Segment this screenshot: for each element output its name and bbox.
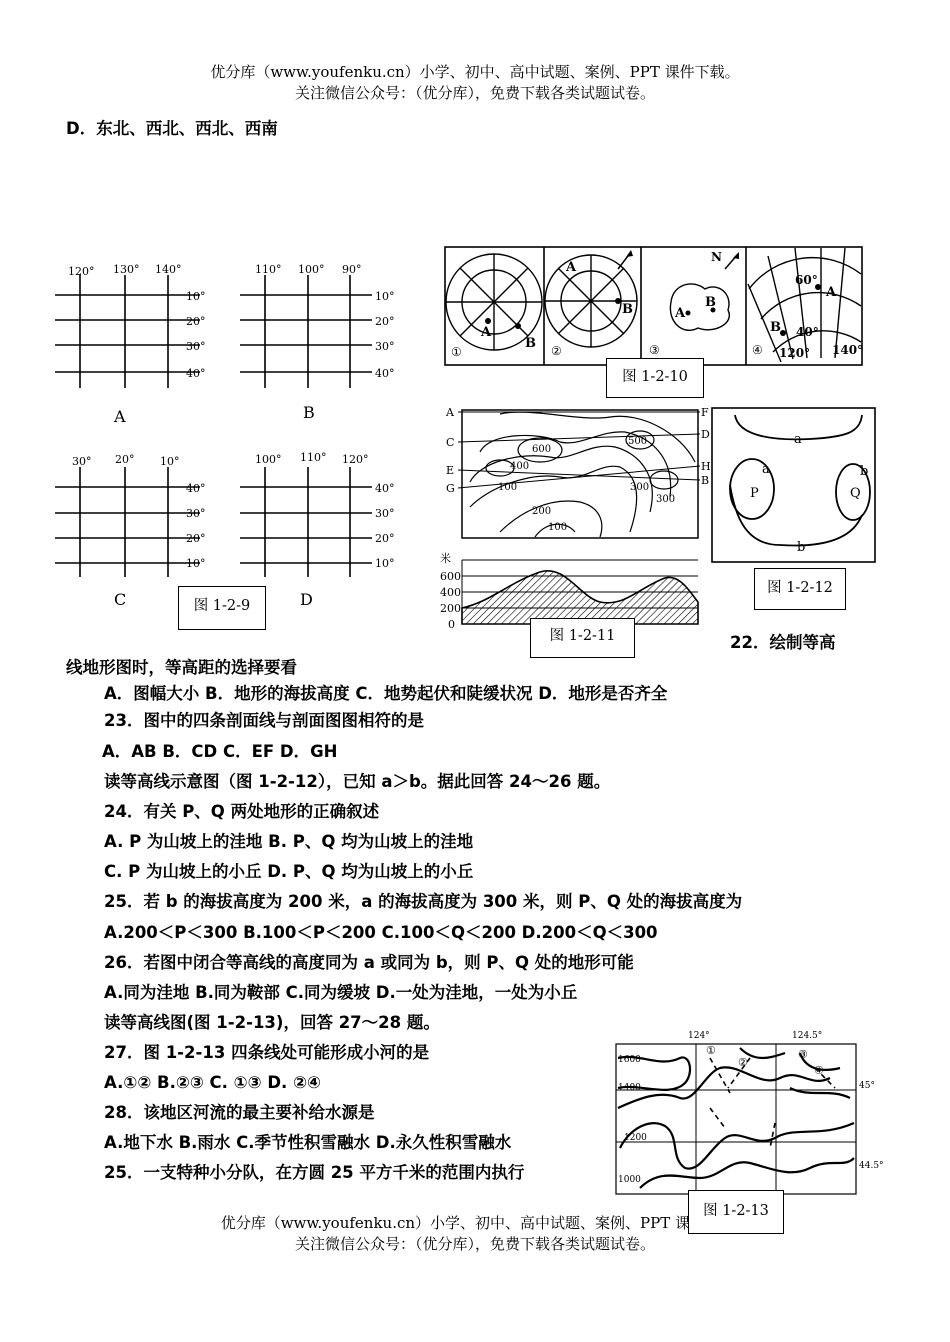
figure-label: 600 bbox=[440, 570, 461, 583]
figure-label: G bbox=[446, 482, 455, 495]
grid-b-lon-2: 100° bbox=[298, 263, 325, 276]
question-22-start: 22．绘制等高 bbox=[730, 633, 836, 652]
figure-label: 500 bbox=[628, 436, 648, 447]
grid-b-lat-4: 40° bbox=[375, 367, 395, 380]
contour-a-top: a bbox=[794, 432, 802, 447]
river-mark-1: ① bbox=[706, 1044, 716, 1057]
grid-d-lat-4: 10° bbox=[375, 557, 395, 570]
figure-label: D bbox=[701, 428, 710, 441]
contour-a-left: a bbox=[762, 462, 770, 477]
grid-d-lat-1: 40° bbox=[375, 482, 395, 495]
grid-c-lat-2: 30° bbox=[186, 507, 206, 520]
grid-c-lon-1: 30° bbox=[72, 455, 92, 468]
question-26-options: A.同为洼地 B.同为鞍部 C.同为缓坡 D.一处为洼地，一处为小丘 bbox=[104, 983, 578, 1002]
grid-a-lon-3: 140° bbox=[155, 263, 182, 276]
question-23-text: 23．图中的四条剖面线与剖面图图相符的是 bbox=[104, 711, 424, 730]
grid-c-lat-4: 10° bbox=[186, 557, 206, 570]
question-28-text: 28．该地区河流的最主要补给水源是 bbox=[104, 1103, 375, 1122]
grid-c-lat-3: 20° bbox=[186, 532, 206, 545]
svg-text:B: B bbox=[770, 320, 781, 335]
figure-label: 0 bbox=[448, 618, 455, 631]
river-mark-3: ③ bbox=[798, 1048, 808, 1061]
figure-label: 200 bbox=[440, 602, 461, 615]
question-25-text: 25．若 b 的海拔高度为 200 米，a 的海拔高度为 300 米，则 P、Q 处的海拔高度为 bbox=[104, 892, 743, 911]
footer-line-1: 优分库（www.youfenku.cn）小学、初中、高中试题、案例、PPT 课 bbox=[220, 1214, 690, 1232]
figure-label: 100 bbox=[498, 482, 518, 493]
header-line-2: 关注微信公众号：（优分库），免费下载各类试题试卷。 bbox=[294, 84, 655, 102]
grid-d-lat-2: 30° bbox=[375, 507, 395, 520]
question-26-text: 26．若图中闭合等高线的高度同为 a 或同为 b，则 P、Q 处的地形可能 bbox=[104, 953, 634, 972]
contour-1000: 1000 bbox=[618, 1175, 641, 1185]
intro-27-28: 读等高线图(图 1-2-13)，回答 27～28 题。 bbox=[104, 1013, 440, 1032]
svg-text:A: A bbox=[826, 285, 837, 300]
footer-line-2: 关注微信公众号：（优分库），免费下载各类试题试卷。 bbox=[294, 1235, 655, 1253]
figure-1-2-11-caption: 图 1-2-11 bbox=[530, 618, 635, 658]
grid-a-lon-1: 120° bbox=[68, 265, 95, 278]
svg-text:B: B bbox=[525, 336, 536, 351]
figure-label: E bbox=[446, 464, 455, 477]
figure-1-2-11 bbox=[440, 402, 715, 634]
contour-1400: 1400 bbox=[618, 1083, 641, 1093]
header-line-1: 优分库（www.youfenku.cn）小学、初中、高中试题、案例、PPT 课件下载。 bbox=[210, 63, 740, 81]
option-d-text: D．东北、西北、西北、西南 bbox=[66, 119, 278, 138]
lat-40: 40° bbox=[796, 325, 819, 339]
lat-44-5: 44.5° bbox=[859, 1161, 884, 1171]
figure-1-2-9-caption: 图 1-2-9 bbox=[178, 586, 266, 630]
grid-b-lat-3: 30° bbox=[375, 340, 395, 353]
figure-label: C bbox=[446, 436, 455, 449]
question-27-text: 27．图 1-2-13 四条线处可能形成小河的是 bbox=[104, 1043, 430, 1062]
grid-a-lat-3: 30° bbox=[186, 340, 206, 353]
grid-b-lat-1: 10° bbox=[375, 290, 395, 303]
svg-text:B: B bbox=[705, 295, 716, 310]
question-24-text: 24．有关 P、Q 两处地形的正确叙述 bbox=[104, 802, 380, 821]
figure-1-2-12-caption: 图 1-2-12 bbox=[754, 568, 846, 610]
figure-label: H bbox=[701, 460, 711, 473]
figure-label: A bbox=[446, 406, 454, 419]
panel-2-label: ② bbox=[551, 344, 562, 358]
grid-a-lon-2: 130° bbox=[113, 263, 140, 276]
question-27-options: A.①② B.②③ C. ①③ D. ②④ bbox=[104, 1073, 322, 1092]
grid-d-lon-3: 120° bbox=[342, 453, 369, 466]
grid-c-lon-2: 20° bbox=[115, 453, 135, 466]
contour-1200: 1200 bbox=[624, 1133, 647, 1143]
grid-d-label: D bbox=[300, 590, 313, 609]
grid-c-label: C bbox=[114, 590, 127, 609]
figure-label: 100 bbox=[548, 522, 568, 533]
question-23-options: A．AB B．CD C．EF D．GH bbox=[102, 742, 338, 761]
svg-text:A: A bbox=[566, 260, 577, 275]
grid-c-lat-1: 40° bbox=[186, 482, 206, 495]
north-label: N bbox=[711, 250, 722, 264]
grid-b-label: B bbox=[303, 403, 315, 422]
figure-label: 600 bbox=[532, 444, 552, 455]
lon-124-5: 124.5° bbox=[792, 1031, 823, 1041]
question-24-options-cd: C. P 为山坡上的小丘 D. P、Q 均为山坡上的小丘 bbox=[104, 862, 474, 881]
question-24-options-ab: A. P 为山坡上的洼地 B. P、Q 均为山坡上的洼地 bbox=[104, 832, 474, 851]
panel-4-label: ④ bbox=[752, 343, 763, 357]
grid-d-lat-3: 20° bbox=[375, 532, 395, 545]
question-25b-text: 25．一支特种小分队，在方圆 25 平方千米的范围内执行 bbox=[104, 1163, 525, 1182]
figure-label: 400 bbox=[510, 461, 530, 472]
grid-b-lon-3: 90° bbox=[342, 263, 362, 276]
figure-label: 300 bbox=[630, 482, 650, 493]
figure-1-2-12 bbox=[710, 405, 878, 565]
figure-label: 米 bbox=[440, 552, 451, 565]
panel-1-label: ① bbox=[451, 345, 462, 359]
question-22-options: A．图幅大小 B．地形的海拔高度 C．地势起伏和陡缓状况 D．地形是否齐全 bbox=[104, 684, 668, 703]
intro-24-26: 读等高线示意图（图 1-2-12），已知 a＞b。据此回答 24～26 题。 bbox=[104, 772, 611, 791]
point-q: Q bbox=[850, 486, 861, 501]
figure-label: F bbox=[701, 406, 709, 419]
figure-1-2-13-caption: 图 1-2-13 bbox=[688, 1190, 784, 1234]
svg-text:B: B bbox=[622, 302, 633, 317]
grid-b-lat-2: 20° bbox=[375, 315, 395, 328]
point-p: P bbox=[750, 486, 759, 501]
lat-45: 45° bbox=[859, 1081, 875, 1091]
figure-1-2-10 bbox=[443, 244, 865, 368]
grid-d-lon-2: 110° bbox=[300, 451, 327, 464]
question-22-text: 线地形图时，等高距的选择要看 bbox=[66, 658, 297, 677]
lon-124: 124° bbox=[688, 1031, 710, 1041]
grid-a-lat-2: 20° bbox=[186, 315, 206, 328]
svg-text:A: A bbox=[675, 306, 686, 321]
contour-b-right: b bbox=[860, 464, 869, 479]
figure-label: B bbox=[701, 474, 710, 487]
river-mark-2: ② bbox=[738, 1056, 748, 1069]
panel-3-label: ③ bbox=[649, 343, 660, 357]
svg-text:A: A bbox=[481, 325, 492, 340]
lat-60: 60° bbox=[795, 273, 818, 287]
lon-120: 120° bbox=[779, 346, 811, 360]
grid-d-lon-1: 100° bbox=[255, 453, 282, 466]
grid-b-lon-1: 110° bbox=[255, 263, 282, 276]
figure-label: 300 bbox=[656, 494, 676, 505]
grid-c-lon-3: 10° bbox=[160, 455, 180, 468]
river-mark-4: ④ bbox=[814, 1064, 824, 1077]
grid-a-lat-4: 40° bbox=[186, 367, 206, 380]
figure-1-2-13 bbox=[610, 1028, 890, 1200]
figure-1-2-10-caption: 图 1-2-10 bbox=[606, 358, 704, 398]
grid-a-lat-1: 10° bbox=[186, 290, 206, 303]
figure-label: 400 bbox=[440, 586, 461, 599]
figure-label: 200 bbox=[532, 506, 552, 517]
figure-1-2-9 bbox=[50, 255, 420, 635]
contour-1600: 1600 bbox=[618, 1055, 641, 1065]
grid-a-label: A bbox=[114, 407, 126, 426]
question-25-options: A.200＜P＜300 B.100＜P＜200 C.100＜Q＜200 D.200＜Q＜300 bbox=[104, 923, 658, 942]
lon-140: 140° bbox=[832, 343, 864, 357]
question-28-options: A.地下水 B.雨水 C.季节性积雪融水 D.永久性积雪融水 bbox=[104, 1133, 512, 1152]
contour-b-bottom: b bbox=[797, 540, 806, 555]
